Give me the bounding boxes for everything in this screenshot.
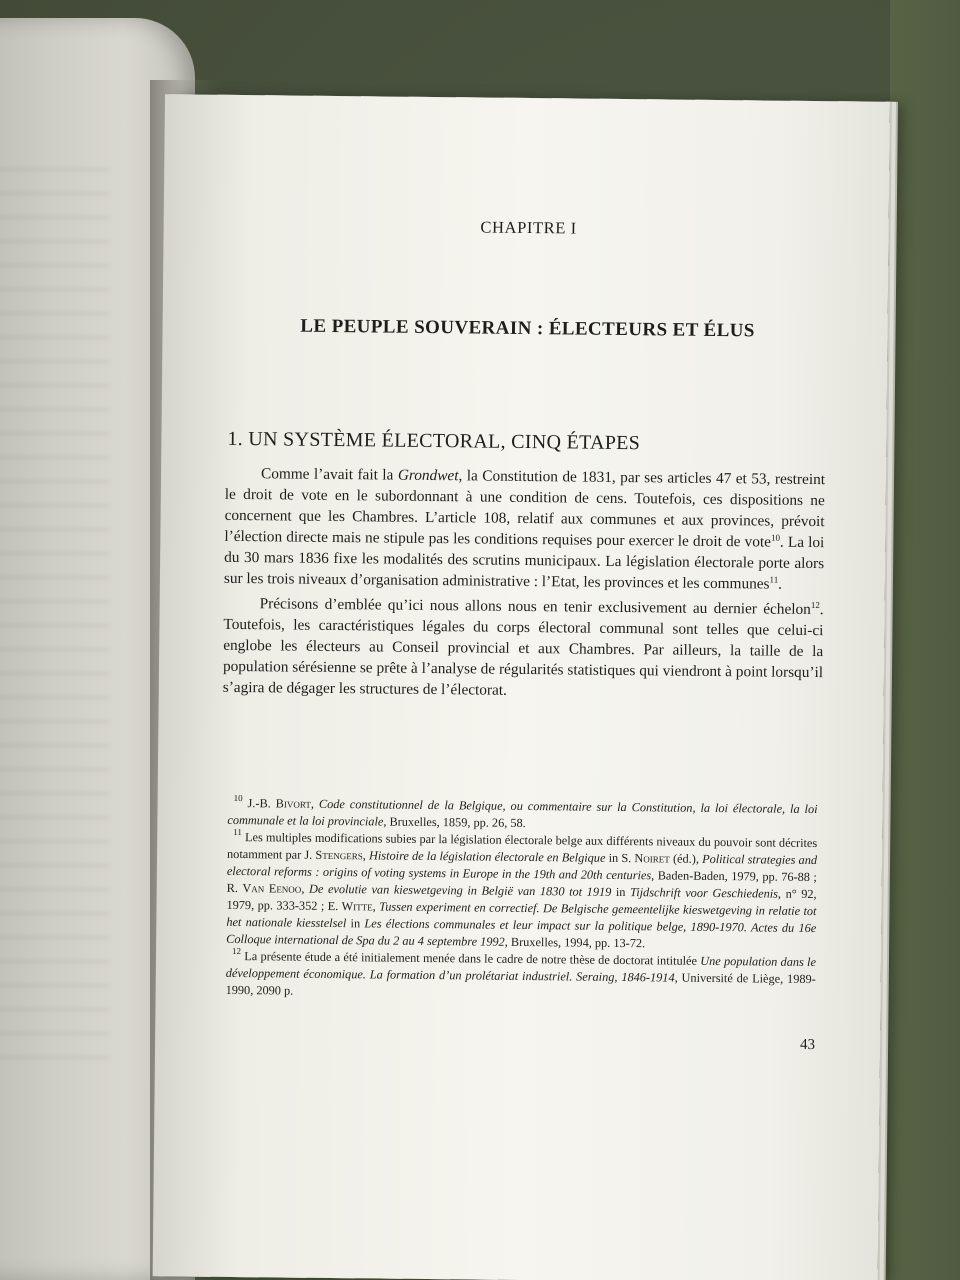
footnote-11-title-4: Tussen experiment en correctief. De Belgische gemeentelijke kieswetgeving in relatie tot het nationale kiesstelsel [226,899,817,931]
paragraph-1-part-e: . [778,575,783,593]
footnote-11-title-2: Political strategies and electoral reforms : origins of voting systems in Europe in the 19th and 20th centuries [226,851,818,883]
left-page-blurred-text [0,168,110,1068]
table-surface-edge [890,0,960,1280]
footnote-11-author-4: E. Witte [327,898,373,914]
footnote-12-number: 12 [231,945,242,957]
footnote-12-thesis-title: Une population dans le développement économique. La formation d’un prolétariat industriel. Seraing, 1846-1914 [225,953,817,985]
footnote-11-text-9: , [372,899,380,914]
footnote-11-title-1: Histoire de la législation électorale en Belgique [368,848,606,865]
footnote-11-journal: Tijdschrift voor Geschiedenis [630,885,779,901]
page-number: 43 [800,1036,816,1054]
footnote-11-author-1: J. Stengers [304,847,363,863]
footnotes [225,792,818,1005]
section-heading: 1. UN SYSTÈME ÉLECTORAL, CINQ ÉTAPES [227,427,641,455]
footnote-12-text-2: , Université de Liège, 1989-1990, 2090 p. [225,970,816,998]
footnote-11-text-4: (éd.), [669,851,703,866]
footnote-11-author-2: S. Noiret [621,851,670,866]
footnote-11-text-1: Les multiples modifications subies par la législation électorale belge aux différents niveaux du pouvoir sont décrites notamment par [226,830,818,862]
paragraph-1-part-d: . La loi du 30 mars 1836 fixe les modalités des scrutins municipaux. La législation électorale porte alors sur les trois niveaux d’organisation administrative : l’Etat, les provinces et les communes [223,533,825,593]
footnote-11-title-3: De evolutie van kieswetgeving in België van 1830 tot 1919 [308,881,612,899]
footnote-12 [225,945,817,1005]
footnote-10-title: Code constitutionnel de la Belgique, ou commentaire sur la Constitution, la loi électorale, la loi communale et la loi provinciale [227,796,818,829]
page-content [223,95,824,1201]
footnote-11 [226,826,818,957]
footnote-11-text-5: , Baden-Baden, 1979, pp. 76-88 ; [651,868,817,885]
footnote-11-text-6: , [301,881,310,896]
chapter-title: LE PEUPLE SOUVERAIN : ÉLECTEURS ET ÉLUS [300,315,755,342]
footnote-10-rest: , Bruxelles, 1859, pp. 26, 58. [383,814,526,831]
footnote-ref-11: 11 [769,574,779,585]
footnote-10-author: J.-B. Bivort [247,796,311,811]
paragraph-2 [223,593,824,704]
body-text [223,463,825,708]
right-page [153,94,890,1280]
footnote-10-number: 10 [233,792,243,804]
footnote-10: $^{10}$ J.-B. Bivort, Code constitutionnel de la Belgique, ou commentaire sur la Constitution, la loi électorale, la loi communale et la loi provinciale, Bruxelles, 1859, pp. 26, 58. [227,792,818,831]
footnote-11-number: 11 [233,826,243,838]
footnote-11-title-5: Les élections communales et leur impact sur la politique belge, 1890-1970. Actes du 16e Colloque international de Spa du 2 au 4 septembre 1992 [226,916,817,949]
paragraph-2-part-a: Précisons d’emblée qu’ici nous allons nous en tenir exclusivement au dernier échelon [259,595,811,618]
footnote-11-text-10: in [346,916,365,931]
paragraph-1-grondwet: Grondwet [397,466,459,485]
paragraph-1-part-a: Comme l’avait fait la [260,465,398,484]
footnote-ref-12: 12 [810,599,820,611]
footnote-11-text-11: , Bruxelles, 1994, pp. 13-72. [504,934,646,951]
footnote-11-text-3: in [605,850,622,866]
chapter-label: CHAPITRE I [480,217,577,238]
paragraph-1 [224,463,825,595]
paragraph-2-part-b: . Toutefois, les caractéristiques légales du corps électoral communal sont telles que celui-ci englobe les électeurs au Conseil provincial et aux Chambres. Par ailleurs, la taille de la population sérésienne se prête à l’analyse de régularités statistiques qui viendront à point lorsqu’il s’agira de dégager les structures de l’électorat. [222,601,824,699]
footnote-11-text-7: in [611,884,631,900]
footnote-ref-10: 10 [770,532,781,543]
footnote-11-author-3: R. Van Eenoo [226,880,302,896]
paragraph-1-part-c: , la Constitution de 1831, par ses articles 47 et 53, restreint le droit de vote en le subordonnant à une condition de cens. Toutefois, ces dispositions ne concernent que les Chambres. L’article 108, relatif aux communes et aux provinces, prévoit l’élection directe mais ne stipule pas les conditions requises pour exercer le droit de vote [224,467,826,551]
footnote-11-text-8: , n° 92, 1979, pp. 333-352 ; [226,886,817,913]
footnote-12-text-1: La présente étude a été initialement menée dans le cadre de notre thèse de doctorat intitulée [240,949,701,968]
footnote-11-text-2: , [362,848,370,863]
